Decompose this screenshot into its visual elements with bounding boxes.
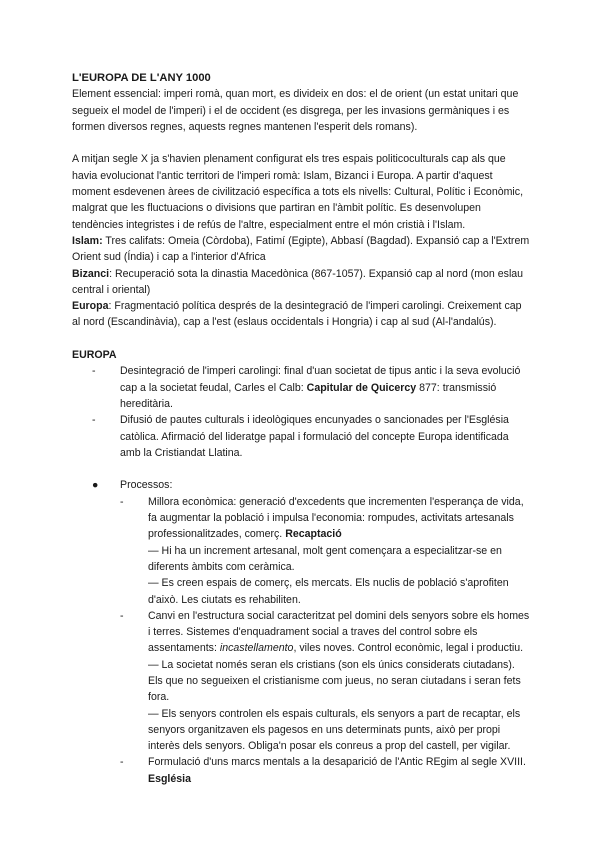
list-item	[120, 494, 532, 608]
capitular-term: Capitular de Quicercy	[306, 381, 417, 394]
list-item	[92, 477, 532, 787]
document-title: L'EUROPA DE L'ANY 1000	[72, 72, 211, 84]
processos-label: Processos:	[120, 479, 173, 492]
spacer	[72, 331, 532, 347]
sub-note: — La societat només seran els cristians (son els únics considerats ciutadans). Els que no segueixen el cristianisme com jueus, no seran ciutadans i seran fets fora.	[148, 658, 521, 704]
list-item-text: Desintegració de l'imperi carolingi: final d'uan societat de tipus antic i la seva evolució cap a la societat feudal, Carles el Calb:	[120, 365, 521, 394]
sub-note: — Els senyors controlen els espais culturals, els senyors a part de recaptar, els senyors organitzaven els pagesos en uns determinats punts, això per propi interès dels senyors. Obliga'n posar els conreus a prop del castell, per vigilar.	[148, 707, 521, 753]
list-item	[120, 754, 532, 787]
list-item-text: Formulació d'uns marcs mentals a la desaparició de l'Antic REgim al segle XVIII.	[148, 756, 526, 769]
list-item-text: Difusió de pautes culturals i ideològiques encunyades o sancionades per l'Església catòlica. Afirmació del lideratge papal i formulació del concepte Europa identificada amb la Cristiandat Llatina.	[120, 414, 509, 459]
spacer	[72, 135, 532, 151]
europa-text: : Fragmentació política després de la desintegració de l'imperi carolingi. Creixement cap al nord (Escandinàvia), cap a l'est (eslaus occidentals i Hongria) i cap al sud (Al-l'andalús).	[72, 300, 522, 329]
recaptacio-term: Recaptació	[285, 528, 342, 541]
esglesia-term: Església	[148, 772, 191, 785]
section-heading-europa: EUROPA	[72, 349, 117, 362]
context-paragraph: A mitjan segle X ja s'havien plenament configurat els tres espais politicoculturals cap als que havia evolucionat l'antic territori de l'imperi romà: Islam, Bizanci i Europa. A partir d'aquest moment esdevenen àrees de civilització específica a tots els nivells: Cultural, Polític i Econòmic, malgrat que les fluctuacions o divisions que partiran en l'àmbit polític. Es desenvolupen tendències integristes i de refús de l'altre, especialment entre el món cristià i l'Islam.	[72, 153, 524, 231]
processos-list	[92, 477, 532, 787]
islam-text: Tres califats: Omeia (Còrdoba), Fatimí (Egipte), Abbasí (Bagdad). Expansió cap a l'Extrem Orient sud (Índia) i cap a l'interior d'Africa	[72, 234, 530, 264]
list-item	[120, 608, 532, 755]
intro-paragraph: Element essencial: imperi romà, quan mort, es divideix en dos: el de orient (un estat unitari que segueix el model de l'imperi) i el de occident (es disgrega, per les invasions germàniques i es formen diversos regnes, aquests regnes mantenen l'esperit dels romans).	[72, 88, 519, 133]
list-item-text: Canvi en l'estructura social caracteritzat pel domini dels senyors sobre els homes i terres. Sistemes d'enquadrament social a traves del control sobre els assentaments:	[148, 609, 530, 655]
spacer	[72, 461, 532, 477]
europa-paragraph	[72, 298, 532, 331]
list-item-text: , viles noves. Control econòmic, legal i productiu.	[293, 642, 524, 655]
bizanci-label: Bizanci	[72, 267, 110, 280]
document-page	[72, 70, 532, 787]
bizanci-text: : Recuperació sota la dinastia Macedònica (867-1057). Expansió cap al nord (mon eslau central i oriental)	[72, 267, 524, 296]
list-item-text: 877: transmissió hereditària.	[120, 381, 497, 410]
list-item	[92, 363, 532, 412]
processos-sublist	[120, 494, 532, 787]
sub-note: — Es creen espais de comerç, els mercats. Els nuclis de població s'aprofiten d'això. Les ciutats es rehabiliten.	[148, 577, 509, 606]
incastellamento-term: incastellamento	[219, 642, 294, 655]
islam-label: Islam:	[72, 234, 103, 247]
bullet-icon: ●	[92, 479, 99, 492]
islam-paragraph	[72, 233, 532, 266]
list-item	[92, 412, 532, 461]
europa-label: Europa	[72, 300, 109, 313]
sub-note: — Hi ha un increment artesanal, molt gent començara a especialitzar-se en diferents àmbits com ceràmica.	[148, 544, 502, 573]
list-item-text: Millora econòmica: generació d'excedents que incrementen l'esperança de vida, fa augmentar la població i impulsa l'economia: rompudes, activitats artesanals professionalitzades, comerç.	[148, 495, 524, 541]
europa-dash-list	[92, 363, 532, 461]
bizanci-paragraph	[72, 266, 532, 299]
